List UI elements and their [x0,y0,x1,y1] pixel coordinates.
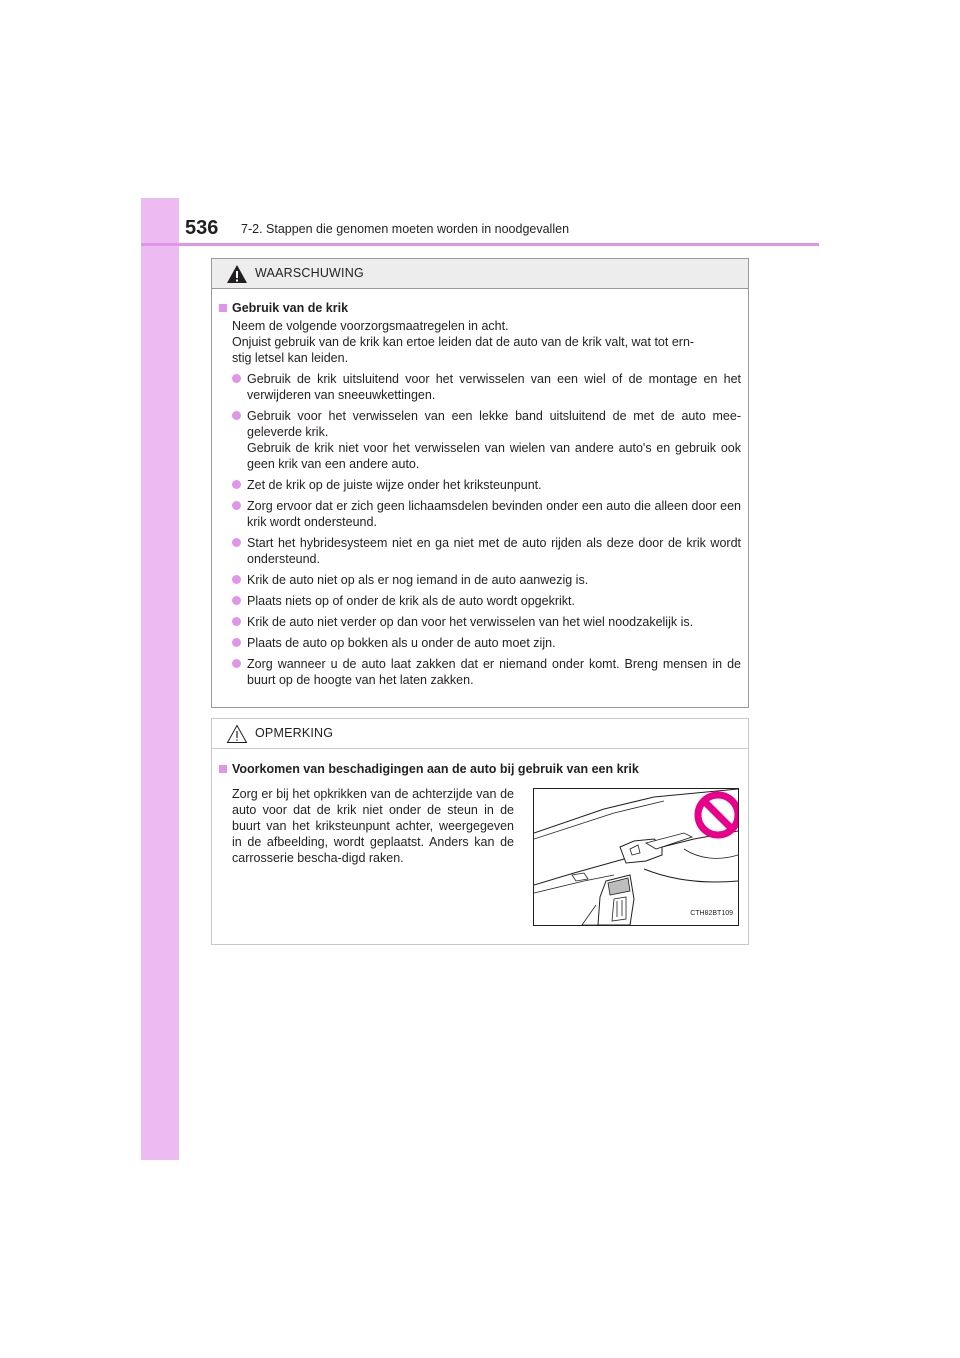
notice-label: OPMERKING [255,726,334,740]
section-title: 7-2. Stappen die genomen moeten worden in noodgevallen [241,222,570,236]
bullet-dot-icon [232,575,241,584]
bullet-dot-icon [232,374,241,383]
warning-intro: Neem de volgende voorzorgsmaatregelen in acht. Onjuist gebruik van de krik kan ertoe leiden dat de auto van de krik valt, wat tot ern- stig letsel kan leiden. [232,319,695,365]
square-bullet-icon [219,304,227,312]
bullet-dot-icon [232,617,241,626]
list-item: Plaats niets op of onder de krik als de auto wordt opgekrikt. [219,593,741,609]
list-item: Gebruik de krik uitsluitend voor het verwisselen van een wiel of de montage en het verwijderen van sneeuwkettingen. [219,371,741,403]
bullet-dot-icon [232,596,241,605]
warning-header [212,259,748,289]
bullet-dot-icon [232,480,241,489]
list-item: Start het hybridesysteem niet en ga niet met de auto rijden als deze door de krik wordt ondersteund. [219,535,741,567]
warning-heading [219,300,741,316]
chapter-sidebar-tab [141,198,179,1160]
bullet-dot-icon [232,501,241,510]
notice-content [212,749,748,936]
bullet-dot-icon [232,659,241,668]
header-rule [141,243,819,246]
warning-box [211,258,749,708]
notice-body [219,786,741,936]
list-item: Plaats de auto op bokken als u onder de auto moet zijn. [219,635,741,651]
warning-list [219,371,741,688]
page-number: 536 [185,217,219,239]
notice-heading-text: Voorkomen van beschadigingen aan de auto bij gebruik van een krik [232,762,639,776]
list-item: Zorg wanneer u de auto laat zakken dat er niemand onder komt. Breng mensen in de buurt op de hoogte van het laten zakken. [219,656,741,688]
figure-code: CTH82BT109 [690,910,733,917]
notice-header [212,719,748,749]
list-item: Zorg ervoor dat er zich geen lichaamsdelen bevinden onder een auto die alleen door een krik wordt ondersteund. [219,498,741,530]
list-item: Gebruik voor het verwisselen van een lekke band uitsluitend de met de auto mee-geleverde krik. Gebruik de krik niet voor het verwisselen van wielen van andere auto's en gebruik ook geen krik van een andere auto. [219,408,741,472]
list-item: Krik de auto niet verder op dan voor het verwisselen van het wiel noodzakelijk is. [219,614,741,630]
bullet-dot-icon [232,638,241,647]
bullet-dot-icon [232,538,241,547]
warning-heading-text: Gebruik van de krik [232,301,349,315]
square-bullet-icon [219,765,227,773]
notice-box [211,718,749,945]
bullet-dot-icon [232,411,241,420]
car-underbody-drawing [534,789,738,925]
notice-text: Zorg er bij het opkrikken van de achterzijde van de auto voor dat de krik niet onder de steun in de buurt van het kriksteunpunt achter, weergegeven in de afbeelding, wordt geplaatst. Anders kan de carrosserie bescha-digd raken. [232,787,514,865]
jack-point-illustration [533,788,739,926]
list-item: Krik de auto niet op als er nog iemand in de auto aanwezig is. [219,572,741,588]
notice-heading [219,761,741,777]
warning-content [212,289,748,688]
notice-triangle-icon [226,724,248,744]
warning-triangle-icon [226,264,248,284]
warning-label: WAARSCHUWING [255,266,364,280]
list-item: Zet de krik op de juiste wijze onder het kriksteunpunt. [219,477,741,493]
